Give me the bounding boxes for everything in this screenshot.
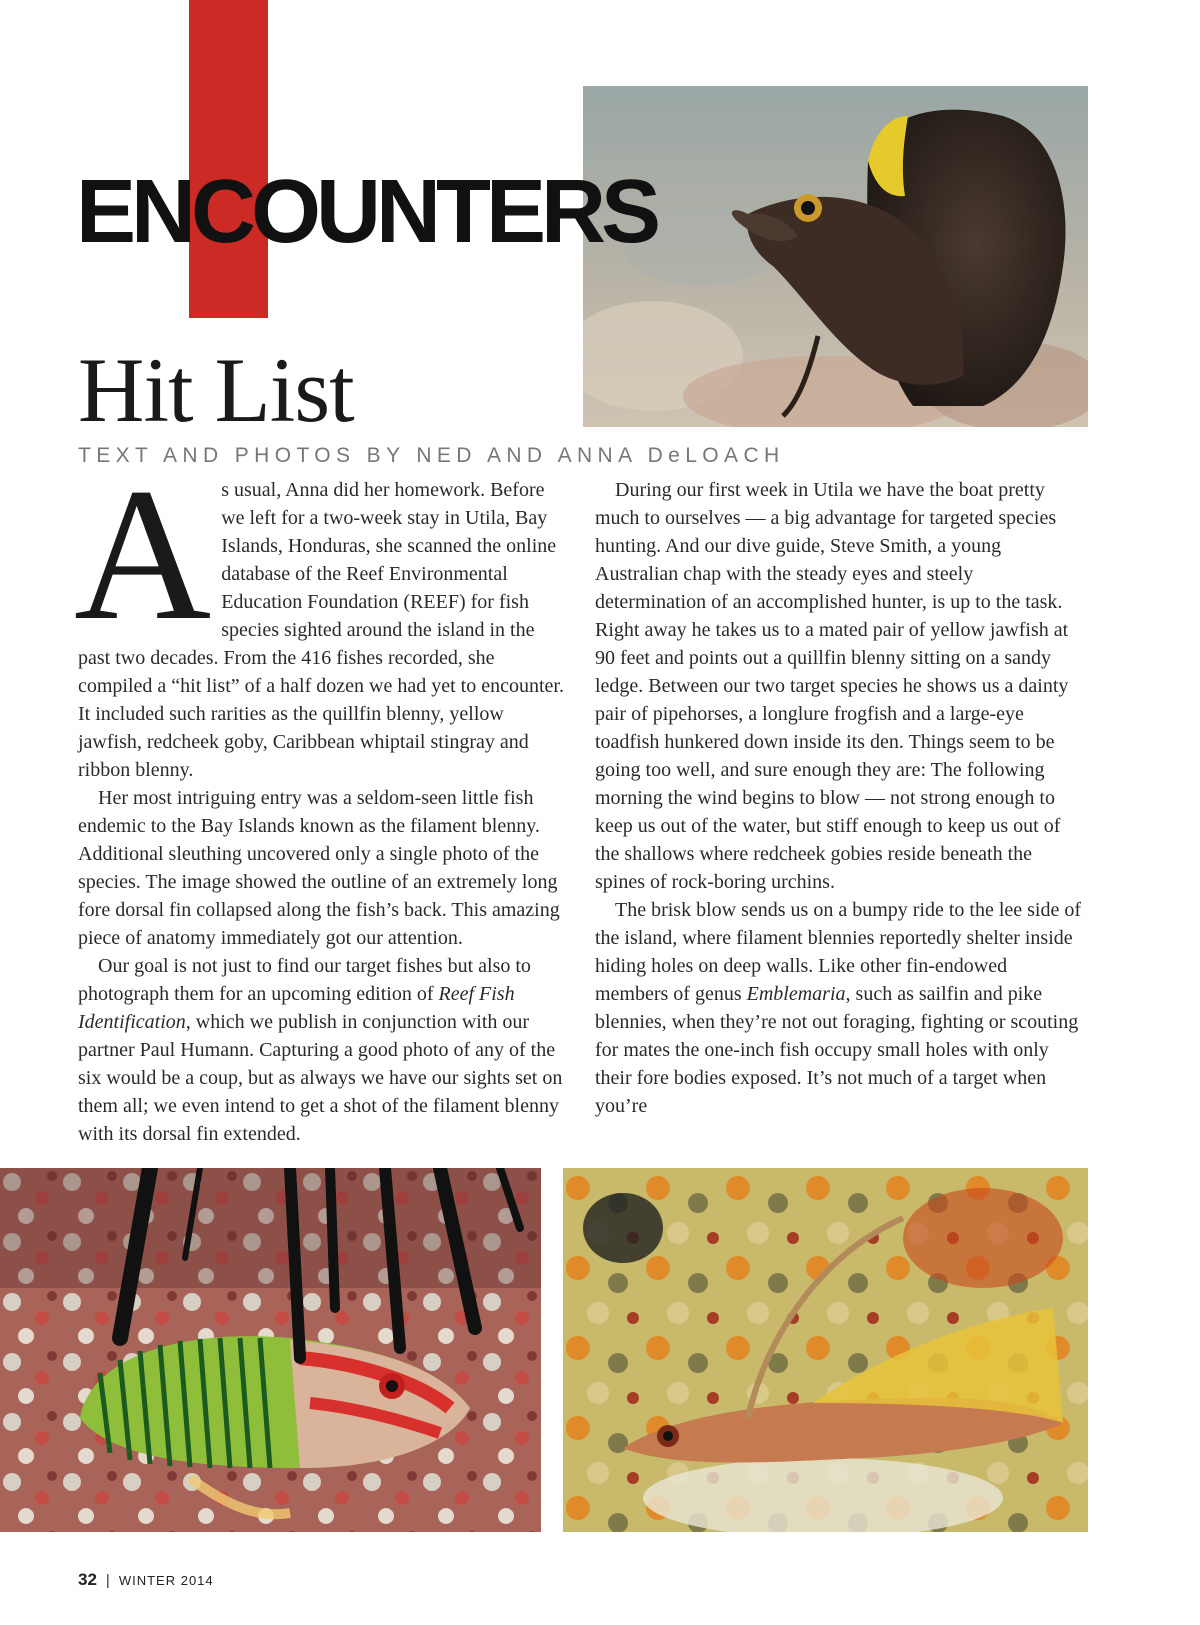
byline: TEXT AND PHOTOS BY NED AND ANNA DeLOACH — [78, 444, 785, 467]
article-column-right — [595, 476, 1085, 1120]
genus-name: Emblemaria — [746, 983, 846, 1005]
footer-separator: | — [105, 1572, 110, 1589]
filament-blenny-photo — [563, 1168, 1088, 1532]
goby-urchin-photo — [0, 1168, 541, 1532]
drop-cap: A — [74, 450, 212, 660]
paragraph-5-text-b: , such as sailfin and pike blennies, when they’re not out foraging, fighting or scouting for mates the one-inch fish occupy small holes with only their fore bodies exposed. It’s not much of a target when you’re — [595, 983, 1079, 1117]
paragraph-5 — [595, 896, 1085, 1120]
paragraph-2: Her most intriguing entry was a seldom-seen little fish endemic to the Bay Islands known as the filament blenny. Additional sleuthing uncovered only a single photo of the species. The image showed the outline of an extremely long fore dorsal fin collapsed along the fish’s back. This amazing piece of anatomy immediately got our attention. — [78, 787, 560, 949]
accent-red-bar — [189, 0, 268, 318]
paragraph-1: s usual, Anna did her homework. Before we left for a two-week stay in Utila, Bay Islands, Honduras, she scanned the online database of the Reef Environmental Education Foundation (REEF) for fish species sighted around the island in the past two decades. From the 416 fishes recorded, she compiled a “hit list” of a half dozen we had yet to encounter. It included such rarities as the quillfin blenny, yellow jawfish, redcheek goby, Caribbean whiptail stingray and ribbon blenny. — [78, 479, 564, 781]
paragraph-3-text-b: , which we publish in conjunction with our partner Paul Humann. Capturing a good photo of any of the six would be a coup, but as always we have our sights set on them all; we even intend to get a shot of the filament blenny with its dorsal fin extended. — [78, 1011, 563, 1145]
paragraph-4: During our first week in Utila we have the boat pretty much to ourselves — a big advantage for targeted species hunting. And our dive guide, Steve Smith, a young Australian chap with the steady eyes and steely determination of an accomplished hunter, is up to the task. Right away he takes us to a mated pair of yellow jawfish at 90 feet and points out a quillfin blenny sitting on a sandy ledge. Between our two target species he shows us a dainty pair of pipehorses, a longlure frogfish and a large-eye toadfish hunkered down inside its den. Things seem to be going too well, and sure enough they are: The following morning the wind begins to blow — not strong enough to keep us out of the water, but stiff enough to keep us out of the shallows where redcheek gobies reside beneath the spines of rock-boring urchins. — [595, 479, 1069, 893]
paragraph-3 — [78, 952, 570, 1148]
article-title: Hit List — [78, 339, 354, 441]
book-title: Reef Fish Identification — [78, 983, 515, 1033]
blenny-photo-top — [583, 86, 1088, 427]
paragraph-3-text-a: Our goal is not just to find our target fishes but also to photograph them for an upcoming edition of — [78, 955, 531, 1005]
section-label: ENCOUNTERS — [76, 162, 657, 262]
issue-label: WINTER 2014 — [118, 1573, 214, 1588]
page-footer — [78, 1570, 214, 1590]
page-number: 32 — [78, 1570, 97, 1589]
paragraph-5-text-a: The brisk blow sends us on a bumpy ride to the lee side of the island, where filament blennies reportedly shelter inside hiding holes on deep walls. Like other fin-endowed members of genus — [595, 899, 1082, 1005]
